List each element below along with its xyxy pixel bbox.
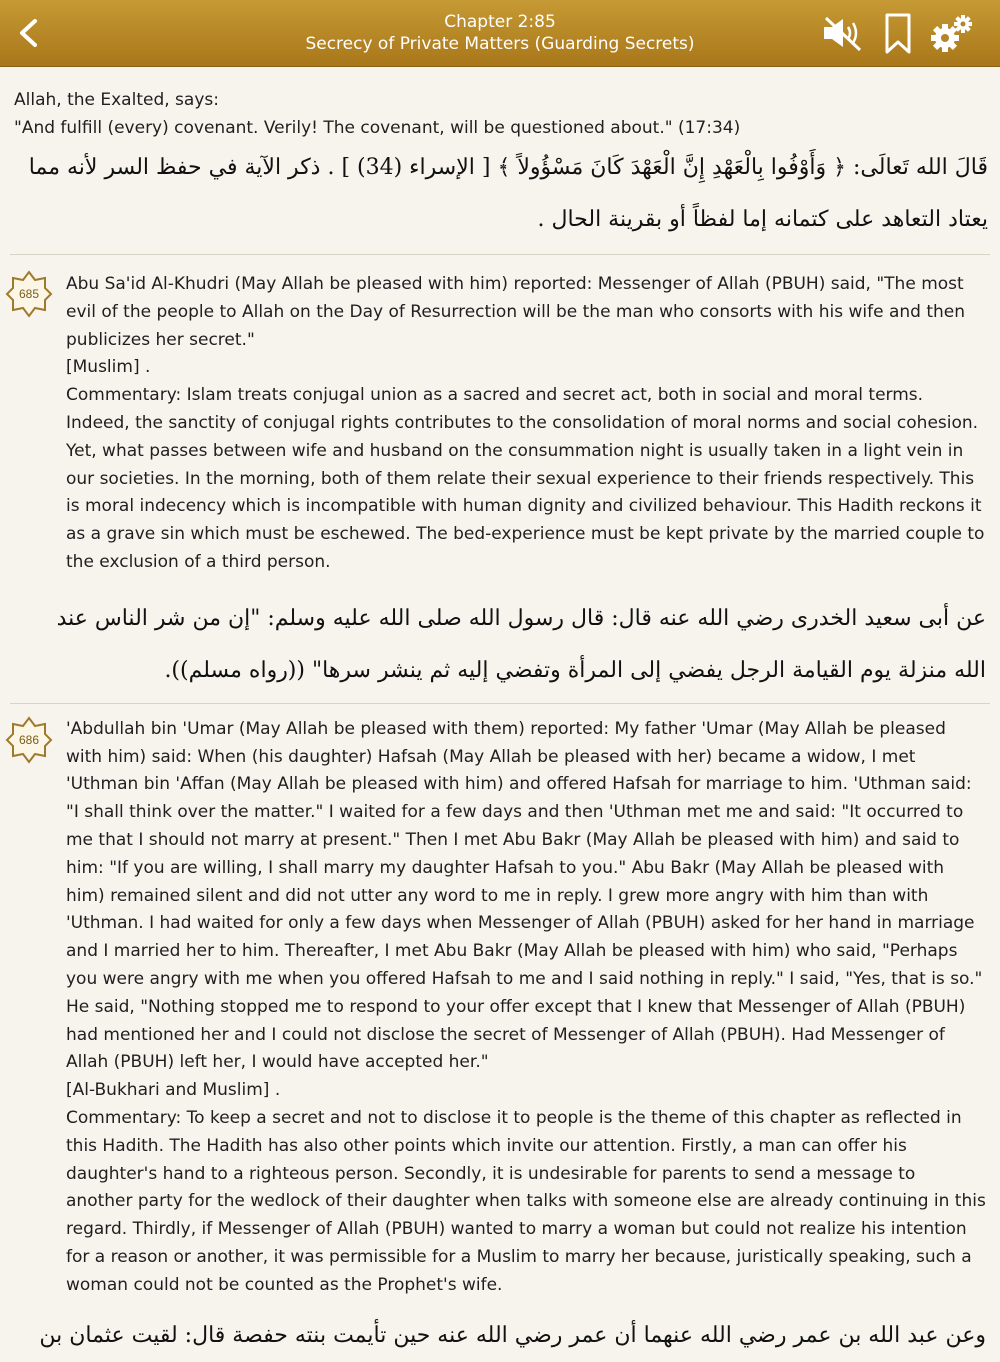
- hadith-text: Abu Sa'id Al-Khudri (May Allah be pleased with him) reported: Messenger of Allah (PBUH) said, "The most evil of the people to Allah on the Day of Resurrection will be the man who consorts with his wife and then publicizes her secret.": [66, 274, 966, 350]
- hadith-686: [0, 704, 1000, 1362]
- gear-icon: [926, 10, 976, 56]
- hadith-number-badge: [5, 270, 53, 318]
- hadith-685: [0, 255, 1000, 703]
- bookmark-button[interactable]: [882, 10, 914, 56]
- back-button[interactable]: [6, 10, 50, 56]
- hadith-arabic-text: وعن عبد الله بن عمر رضي الله عنهما أن عمر رضي الله عنه حين تأيمت بنته حفصة قال: لقيت عثمان بن: [39, 1322, 986, 1348]
- hadith-source: [Muslim] .: [66, 357, 151, 378]
- hadith-commentary: Commentary: Islam treats conjugal union as a sacred and secret act, both in social and moral terms. Indeed, the sanctity of conjugal rights contributes to the consolidation of moral norms and social cohesion. Yet, what passes between wife and husband on the consummation night is usually taken in a light vein in our societies. In the morning, both of them relate their sexual experience to their friends respectively. This is moral indecency which is incompatible with human dignity and civilized behaviour. This Hadith reckons it as a grave sin which must be eschewed. The bed-experience must be kept private by the married couple to the exclusion of a third person.: [66, 385, 985, 572]
- chapter-content[interactable]: [0, 66, 1000, 1362]
- top-navigation-bar: [0, 0, 1000, 67]
- hadith-number-badge: [5, 716, 53, 764]
- settings-button[interactable]: [926, 10, 976, 56]
- mute-icon: [818, 10, 868, 56]
- hadith-arabic-text: عن أبى سعيد الخدرى رضي الله عنه قال: قال رسول الله صلى الله عليه وسلم: "إن من شر الناس عند الله منزلة يوم القيامة الرجل يفضي إلى المرأة وتفضي إليه ثم ينشر سرها" ((رواه مسلم)).: [56, 605, 986, 683]
- chapter-number: Chapter 2:85: [444, 12, 556, 32]
- hadith-text: 'Abdullah bin 'Umar (May Allah be pleased with them) reported: My father 'Umar (May Allah be pleased with him) said: When (his daughter) Hafsah (May Allah be pleased with her) became a widow, I met 'Uthman bin 'Affan (May Allah be pleased with him) and offered Hafsah for marriage to him. 'Uthman said: "I shall think over the matter." I waited for a few days and then 'Uthman met me and said: "It occurred to me that I should not marry at present." Then I met Abu Bakr (May Allah be pleased with him) and said to him: "If you are willing, I shall marry my daughter Hafsah to you." Abu Bakr (May Allah be pleased with him) remained silent and did not utter any word to me in reply. I grew more angry with him than with 'Uthman. I had waited for only a few days when Messenger of Allah (PBUH) asked for her hand in marriage and I married her to him. Thereafter, I met Abu Bakr (May Allah be pleased with him) who said, "Perhaps you were angry with me when you offered Hafsah to me and I said nothing in reply." I said, "Yes, that is so." He said, "Nothing stopped me to respond to your offer except that I knew that Messenger of Allah (PBUH) had mentioned her and I could not disclose the secret of Messenger of Allah (PBUH). Had Messenger of Allah (PBUH) left her, I would have accepted her.": [66, 718, 983, 1073]
- chapter-title: Secrecy of Private Matters (Guarding Secrets): [305, 34, 695, 54]
- chapter-intro: [0, 66, 1000, 142]
- intro-text: Allah, the Exalted, says:: [14, 90, 219, 110]
- bookmark-icon: [882, 10, 914, 56]
- back-chevron-icon: [6, 10, 50, 56]
- intro-arabic-text: قَالَ الله تَعالَى: ﴿ وَأَوْفُوا بِالْعَهْدِ إِنَّ الْعَهْدَ كَانَ مَسْؤُولاً ﴾ [ الإسراء (34) ] . ذكر الآية في حفظ السر لأنه مما يعتاد التعاهد على كتمانه إما لفظاً أو بقرينة الحال .: [28, 155, 988, 232]
- hadith-number: 685: [18, 287, 40, 301]
- hadith-number: 686: [18, 732, 40, 747]
- mute-button[interactable]: [818, 10, 868, 56]
- hadith-commentary: Commentary: To keep a secret and not to disclose it to people is the theme of this chapter as reflected in this Hadith. The Hadith has also other points which invite our attention. Firstly, a man can offer his daughter's hand to a righteous person. Secondly, it is undesirable for parents to send a message to another party for the wedlock of their daughter when talks with someone else are already continuing in this regard. Thirdly, if Messenger of Allah (PBUH) wanted to marry a woman but could not realize his intention for a reason or another, it was permissible for a Muslim to marry her because, juristically speaking, such a woman could not be counted as the Prophet's wife.: [66, 1107, 986, 1295]
- chapter-heading: [160, 11, 840, 55]
- intro-verse-translation: "And fulfill (every) covenant. Verily! The covenant, will be questioned about." (17:34): [14, 118, 741, 138]
- hadith-source: [Al-Bukhari and Muslim] .: [66, 1080, 281, 1101]
